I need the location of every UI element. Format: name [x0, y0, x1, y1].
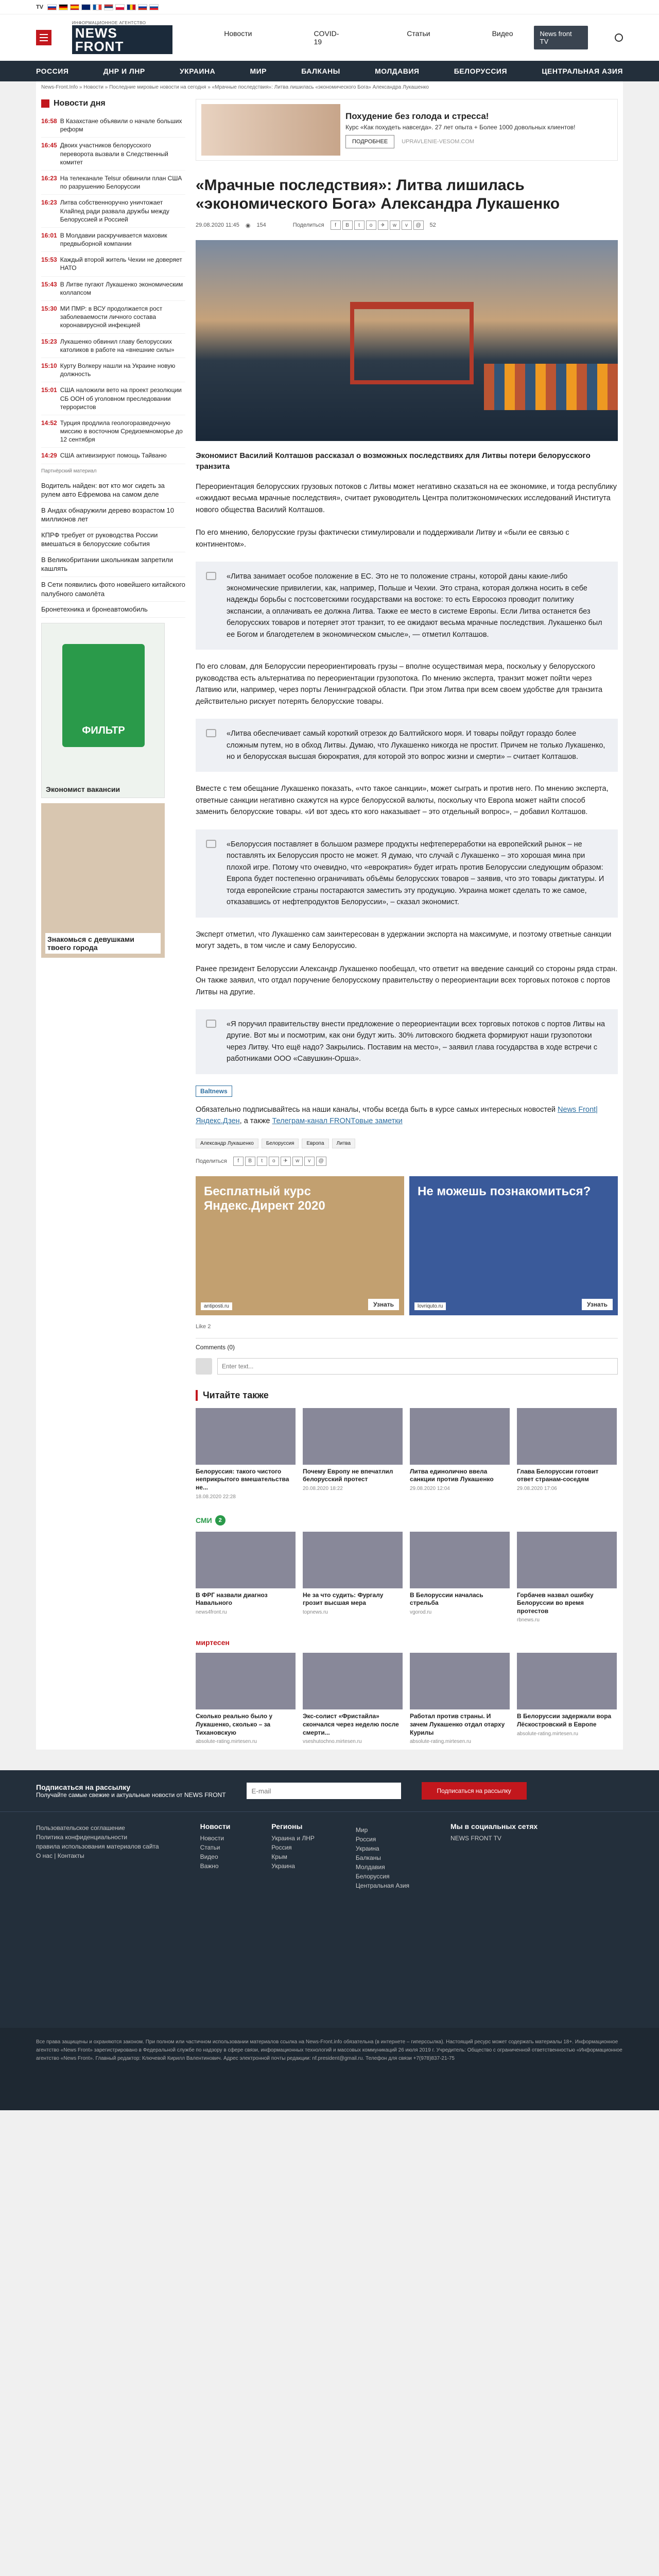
footer-column-title: Новости — [200, 1822, 231, 1831]
mirtesen-cards — [196, 1653, 618, 1744]
news-time: 15:23 — [41, 337, 57, 345]
news-headline[interactable]: МИ ПМР: в ВСУ продолжается рост заболеваемости личного состава коронавирусной инфекцией — [60, 305, 163, 329]
footer-link[interactable]: Центральная Азия — [355, 1882, 410, 1890]
article-paragraph: Эксперт отметил, что Лукашенко сам заинтересован в удержании экспорта на максимуме, и поэтому ответные санкции могут задеть, в том числе и саму Белоруссию. — [196, 930, 612, 951]
flag-fr-icon[interactable] — [93, 4, 102, 10]
news-time: 15:43 — [41, 280, 57, 288]
tag-item[interactable]: Александр Лукашенко — [196, 1139, 258, 1148]
article-paragraph: Переориентация белорусских грузовых потоков с Литвы может негативно сказаться на ее экономике, и тогда республику «ожидают весьма мрачные последствия», считает руководитель Центра политэкономических исследований Института нового общества Василий Колташов. — [196, 483, 617, 514]
news-item[interactable] — [41, 358, 185, 382]
share-label: Поделиться — [292, 222, 324, 228]
footer-column — [36, 1822, 159, 2018]
footer-links — [0, 1811, 659, 2028]
footer-link[interactable]: Пользовательское соглашение — [36, 1824, 125, 1832]
share-viber-icon[interactable]: v — [402, 221, 412, 230]
search-icon[interactable] — [615, 33, 623, 42]
card-meta: 29.08.2020 17:06 — [517, 1486, 557, 1492]
article-quote — [196, 1009, 618, 1074]
card-meta: vgorod.ru — [410, 1609, 432, 1615]
avatar — [196, 1358, 212, 1375]
sidebar-ad-label: Экономист вакансии — [46, 785, 120, 793]
top-ad-banner[interactable] — [196, 99, 618, 161]
list-item[interactable] — [196, 1653, 296, 1744]
footer-legal-text: Все права защищены и охраняются законом. При полном или частичном использовании материалов ссылка на News-Front.info обязательна (в интернете – гиперссылка). Настоящий ресурс может содержать материалы 18+. Информационное агентство «News Front» зарегистрировано в Федеральной службе по надзору в сфере связи, информационных технологий и массовых коммуникаций 26 июля 2019 г. Учредитель: Общество с ограниченной ответственностью «Информационное агентство «News Front». Главный редактор: Ключевой Кирилл Валентинович. Адрес электронной почты редакции: nf.president@gmail.ru. Телефон для связи +7(978)837-21-75 — [36, 2039, 622, 2062]
news-item[interactable] — [41, 415, 185, 448]
news-item[interactable] — [41, 171, 185, 195]
quote-icon — [206, 729, 216, 737]
footer-link[interactable]: NEWS FRONT TV — [450, 1835, 501, 1842]
source-tag[interactable]: Baltnews — [196, 1086, 232, 1097]
quote-icon — [206, 572, 216, 580]
footer-link[interactable]: Украина — [271, 1862, 295, 1870]
card-meta: rbnews.ru — [517, 1617, 540, 1623]
article-title: «Мрачные последствия»: Литва лишилась «экономического Бога» Александра Лукашенко — [196, 177, 560, 212]
card-image — [196, 1408, 296, 1465]
footer-link[interactable]: Украина — [355, 1845, 379, 1853]
flag-bg-icon[interactable] — [138, 4, 147, 10]
footer-link[interactable]: Россия — [355, 1836, 376, 1843]
news-list — [41, 113, 185, 464]
native-ad[interactable] — [409, 1176, 618, 1315]
share-wa-icon[interactable]: w — [390, 221, 400, 230]
news-time: 14:29 — [41, 452, 57, 460]
card-title: В Белоруссии задержали вора Лёскостровский в Европе — [517, 1713, 612, 1728]
news-headline[interactable]: Каждый второй житель Чехии не доверяет НАТО — [60, 256, 182, 272]
sidebar — [41, 99, 185, 1744]
article-tags — [196, 1139, 618, 1148]
mainnav-balkans[interactable]: БАЛКАНЫ — [301, 67, 340, 75]
news-item[interactable] — [41, 252, 185, 276]
main-nav — [0, 61, 659, 81]
native-ad-source: antiposti.ru — [201, 1302, 232, 1310]
tag-item[interactable]: Белоруссия — [262, 1139, 299, 1148]
subscribe-button[interactable]: Подписаться на рассылку — [422, 1782, 527, 1800]
quote-text: «Я поручил правительству внести предложение о переориентации всех торговых потоков с портов Литвы на другие. Вот мы и посмотрим, как они будут жить. 30% литовского бюджета формируют наши грузопотоки через Литву. Что ещё надо? Закрылись. Поставим на место», – заявил глава государства в ходе встречи с работниками ООО «Савушкин-Орша». — [227, 1020, 605, 1063]
news-item[interactable] — [41, 195, 185, 228]
subscribe-info — [36, 1783, 226, 1799]
partner-item[interactable]: Водитель найден: вот кто мог сидеть за рулем авто Ефремова на самом деле — [41, 478, 185, 503]
flag-uk-icon[interactable] — [81, 4, 91, 10]
native-ads — [196, 1176, 618, 1315]
site-logo[interactable] — [72, 21, 172, 54]
subscribe-paragraph — [196, 1104, 618, 1127]
card-meta: vseshutochno.mirtesen.ru — [303, 1739, 362, 1745]
news-icon — [41, 99, 49, 108]
footer-link[interactable]: правила использования материалов сайта — [36, 1843, 159, 1851]
list-item[interactable] — [410, 1408, 510, 1500]
card-title: Глава Белоруссии готовит ответ странам-соседям — [517, 1467, 599, 1483]
footer-link[interactable]: Белоруссия — [355, 1873, 390, 1880]
ad-text: Курс «Как похудеть навсегда». 27 лет опыта + Более 1000 довольных клиентов! — [345, 124, 576, 131]
native-ad-title: Не можешь познакомиться? — [418, 1184, 591, 1198]
card-image — [303, 1408, 403, 1465]
mainnav-world[interactable]: МИР — [250, 67, 267, 75]
card-title: Не за что судить: Фургалу грозит высшая мера — [303, 1591, 384, 1607]
footer-link[interactable]: Россия — [271, 1844, 292, 1852]
footer-link[interactable]: Молдавия — [355, 1863, 385, 1871]
top-bar — [0, 0, 659, 14]
ad-url: UPRAVLENIE-VESOM.COM — [402, 139, 475, 145]
news-item[interactable] — [41, 277, 185, 301]
news-time: 15:01 — [41, 386, 57, 394]
card-title: В ФРГ назвали диагноз Навального — [196, 1591, 268, 1607]
news-time: 16:58 — [41, 117, 57, 125]
flag-sk-icon[interactable] — [149, 4, 159, 10]
card-image — [410, 1408, 510, 1465]
share-tg-icon[interactable]: ✈ — [378, 221, 388, 230]
news-item[interactable] — [41, 301, 185, 334]
tag-item[interactable]: Литва — [332, 1139, 356, 1148]
news-item[interactable] — [41, 228, 185, 252]
footer-link[interactable]: Мир — [355, 1826, 368, 1834]
news-time: 15:30 — [41, 305, 57, 312]
language-flags — [47, 4, 159, 10]
read-also-title: Читайте также — [196, 1390, 618, 1401]
quote-text: «Литва обеспечивает самый короткий отрезок до Балтийского моря. И товары пойдут гораздо более сложным путем, но в обход Литвы. Думаю, что Лукашенко никогда не простит. Причем не только Лукашенко, но и белорусская высшая бюрократия, для которой это вопрос жизни и смерти» – считает Колташов. — [227, 730, 605, 761]
footer-link[interactable]: Новости — [200, 1835, 224, 1842]
dzen-link[interactable]: News Front|Яндекс.Дзен — [196, 1105, 598, 1126]
card-meta: absolute-rating.mirtesen.ru — [517, 1731, 578, 1737]
mirtesen-section — [196, 1638, 618, 1744]
card-title: Работал против страны. И зачем Лукашенко отдал отарху Курилы — [410, 1713, 505, 1736]
list-item[interactable] — [410, 1532, 510, 1623]
news-time: 15:53 — [41, 256, 57, 264]
footer-link[interactable]: Видео — [200, 1853, 218, 1861]
card-title: Горбачев назвал ошибку Белоруссии во время протестов — [517, 1591, 594, 1615]
telegram-link[interactable]: Телеграм-канал FRONTовые заметки — [272, 1117, 403, 1126]
header — [0, 14, 659, 61]
card-image — [517, 1532, 617, 1588]
article-quote — [196, 829, 618, 918]
card-title: Литва единолично ввела санкции против Лукашенко — [410, 1467, 494, 1483]
breadcrumb[interactable]: News-Front.Info » Новости » Последние мировые новости на сегодня » «Мрачные последствия»: Литва лишилась «экономического Бога» Александра Лукашенко — [36, 81, 623, 94]
news-headline[interactable]: Курту Волкеру нашли на Украине новую должность — [60, 362, 176, 378]
share-ok-icon[interactable]: o — [366, 221, 376, 230]
card-meta: 18.08.2020 22:28 — [196, 1494, 236, 1500]
card-meta: topnews.ru — [303, 1609, 328, 1615]
card-image — [410, 1653, 510, 1709]
card-image — [196, 1532, 296, 1588]
partner-item[interactable]: В Великобритании школьникам запретили кашлять — [41, 552, 185, 577]
share-mail-icon[interactable]: @ — [413, 221, 424, 230]
flag-pl-icon[interactable] — [115, 4, 125, 10]
footer-link[interactable]: Крым — [271, 1853, 287, 1861]
footer-link[interactable]: Статьи — [200, 1844, 220, 1852]
partner-label: Партнёрский материал — [41, 468, 97, 474]
news-item[interactable] — [41, 113, 185, 138]
share-count: 52 — [429, 222, 436, 228]
subscribe-bar — [0, 1770, 659, 1811]
card-meta: news4front.ru — [196, 1609, 227, 1615]
news-item[interactable] — [41, 448, 185, 464]
article-quote — [196, 719, 618, 772]
mainnav-belarus[interactable]: БЕЛОРУССИЯ — [454, 67, 508, 75]
list-item[interactable] — [303, 1653, 403, 1744]
share-tg-icon[interactable]: ✈ — [281, 1157, 291, 1166]
list-item[interactable] — [196, 1532, 296, 1623]
also-text: , а также — [239, 1117, 270, 1126]
footer-column — [450, 1822, 537, 2018]
list-item[interactable] — [410, 1653, 510, 1744]
comment-input[interactable] — [217, 1358, 618, 1375]
top-nav — [224, 29, 513, 46]
like-bar — [196, 1324, 618, 1330]
native-ad-button[interactable]: Узнать — [368, 1299, 399, 1310]
partner-item[interactable]: КПРФ требует от руководства России вмешаться в белорусские события — [41, 528, 185, 552]
card-meta: 20.08.2020 18:22 — [303, 1486, 343, 1492]
footer-link[interactable]: Украина и ЛНР — [271, 1835, 315, 1842]
footer-column — [356, 1822, 409, 2018]
card-title: В Белоруссии началась стрельба — [410, 1591, 483, 1607]
footer-link[interactable]: Важно — [200, 1862, 219, 1870]
menu-icon[interactable] — [36, 30, 51, 45]
list-item[interactable] — [303, 1532, 403, 1623]
list-item[interactable] — [196, 1408, 296, 1500]
eye-icon: ◉ — [245, 222, 251, 229]
article-paragraph: По его словам, для Белоруссии переориентировать грузы – вполне осуществимая мера, поскольку у белорусского руководства есть альтернатива по переориентации грузопотока. По мнению эксперта, транзит может пойти через Латвию или, например, через порты Ленинградской области. При этом Литва при всем своем удобстве для транзита действительно рискует потерять белорусские товары. — [196, 663, 603, 706]
share-ok-icon[interactable]: o — [269, 1157, 279, 1166]
footer-link[interactable]: О нас | Контакты — [36, 1852, 84, 1860]
mainnav-moldova[interactable]: МОЛДАВИЯ — [375, 67, 420, 75]
flag-es-icon[interactable] — [70, 4, 79, 10]
subscribe-text: Обязательно подписывайтесь на наши каналы, чтобы всегда быть в курсе самых интересных новостей — [196, 1105, 556, 1114]
footer-column-title: Мы в социальных сетях — [450, 1822, 538, 1831]
share-wa-icon[interactable]: w — [292, 1157, 303, 1166]
share-tw-icon[interactable]: t — [354, 221, 365, 230]
share-vk-icon[interactable]: B — [245, 1157, 255, 1166]
footer-link[interactable]: Балканы — [355, 1854, 381, 1862]
article-lead: Экономист Василий Колташов рассказал о возможных последствиях для Литвы потери белорусского транзита — [196, 451, 591, 471]
nav-articles[interactable]: Статьи — [407, 29, 430, 38]
smi-heading — [196, 1515, 618, 1526]
footer-column-title: Регионы — [271, 1822, 303, 1831]
comment-box — [196, 1358, 618, 1375]
share-buttons — [331, 221, 424, 230]
footer-link[interactable]: Политика конфиденциальности — [36, 1834, 128, 1841]
news-headline[interactable]: Двоих участников белорусского переворота вызвали в Следственный комитет — [60, 142, 168, 166]
share-vk-icon[interactable]: B — [342, 221, 353, 230]
news-headline[interactable]: В Молдавии раскручивается маховик предвыборной компании — [60, 231, 167, 248]
news-headline[interactable]: Лукашенко обвинил главу белорусских католиков в работе на «внешние силы» — [60, 337, 175, 353]
filter-logo: ФИЛЬТР — [62, 644, 145, 747]
news-headline[interactable]: В Казахстане объявили о начале больших реформ — [60, 117, 182, 133]
partner-item[interactable]: Бронетехника и бронеавтомобиль — [41, 602, 185, 618]
partner-item[interactable]: В Сети появились фото новейшего китайского палубного самолёта — [41, 577, 185, 602]
article-date: 29.08.2020 11:45 — [196, 222, 239, 228]
news-item[interactable] — [41, 138, 185, 171]
nav-covid[interactable]: COVID-19 — [314, 29, 339, 46]
card-title: Почему Европу не впечатлил белорусский протест — [303, 1467, 393, 1483]
crane-graphic — [350, 302, 474, 384]
card-meta: absolute-rating.mirtesen.ru — [410, 1739, 471, 1745]
news-time: 16:45 — [41, 142, 57, 149]
list-item[interactable] — [517, 1653, 617, 1744]
ad-image — [201, 104, 340, 156]
containers-graphic — [484, 364, 618, 410]
card-image — [303, 1653, 403, 1709]
card-title: Сколько реально было у Лукашенко, сколько – за Тихановскую — [196, 1713, 273, 1736]
mirtesen-title: миртесен — [196, 1638, 230, 1647]
news-of-day-heading — [41, 99, 185, 108]
share-mail-icon[interactable]: @ — [316, 1157, 326, 1166]
email-field[interactable] — [247, 1783, 401, 1799]
news-headline[interactable]: Турция продлила геологоразведочную миссию в восточном Средиземноморье до 12 сентября — [60, 419, 183, 444]
sidebar-ad-filter[interactable] — [41, 623, 165, 798]
native-ad-source: lovriquto.ru — [414, 1302, 446, 1310]
mainnav-dnr[interactable]: ДНР И ЛНР — [103, 67, 145, 75]
flag-ru-icon[interactable] — [47, 4, 57, 10]
news-of-day-title: Новости дня — [54, 99, 106, 108]
mirtesen-heading — [196, 1638, 618, 1647]
native-ad-title: Бесплатный курс Яндекс.Директ 2020 — [204, 1184, 325, 1213]
news-time: 16:23 — [41, 174, 57, 182]
bottom-share — [196, 1157, 618, 1166]
article-paragraph: По его мнению, белорусские грузы фактически стимулировали и поддерживали Литву и «были ее связью с континентом». — [196, 529, 569, 549]
share-tw-icon[interactable]: t — [257, 1157, 267, 1166]
sidebar-ad-dating[interactable] — [41, 803, 165, 958]
like-button[interactable]: Like 2 — [196, 1323, 211, 1330]
article-hero-image — [196, 240, 618, 441]
ad-title: Похудение без голода и стресса! — [345, 111, 489, 121]
quote-text: «Белоруссия поставляет в большом размере продукты нефтепереработки на европейский рынок – не поставлять их Белоруссия просто не может. Я думаю, что случай с Лукашенко – это хорошая мина при плохой игре. Потому что очевидно, что «еврократия» будет играть против Белоруссии следующим образом: Европа будет постепенно ограничивать объёмы белорусских товаров – заявив, что это товары диктатуры. И тогда европейские страны постараются заместить эту продукцию. Украина может сделать то же самое, отказавшись от нефтепродуктов Белоруссии», – сказал экономист. — [227, 840, 604, 907]
news-time: 16:23 — [41, 199, 57, 207]
news-time: 16:01 — [41, 231, 57, 239]
partner-item[interactable]: В Андах обнаружили дерево возрастом 10 миллионов лет — [41, 503, 185, 528]
news-headline[interactable]: На телеканале Telsur обвинили план США по разрушению Белоруссии — [60, 174, 182, 191]
smi-cards — [196, 1532, 618, 1623]
sidebar-ad2-label: Знакомься с девушками твоего города — [45, 933, 161, 954]
card-title: Экс-солист «Фристайла» скончался через неделю после смерти... — [303, 1713, 399, 1736]
read-also-section — [196, 1390, 618, 1500]
news-headline[interactable]: В Литве пугают Лукашенко экономическим коллапсом — [60, 280, 183, 296]
card-image — [410, 1532, 510, 1588]
news-time: 14:52 — [41, 419, 57, 427]
nav-video[interactable]: Видео — [492, 29, 513, 38]
share-fb-icon[interactable]: f — [233, 1157, 244, 1166]
ad-more-button[interactable]: ПОДРОБНЕЕ — [345, 135, 394, 148]
card-image — [517, 1408, 617, 1465]
card-meta: absolute-rating.mirtesen.ru — [196, 1739, 257, 1745]
content-wrap — [36, 94, 623, 1750]
read-also-cards — [196, 1408, 618, 1500]
mainnav-central-asia[interactable]: ЦЕНТРАЛЬНАЯ АЗИЯ — [542, 67, 623, 75]
nav-news[interactable]: Новости — [224, 29, 252, 38]
smi-title: СМИ — [196, 1516, 212, 1524]
subscribe-title: Подписаться на рассылку — [36, 1783, 131, 1792]
quote-text: «Литва занимает особое положение в ЕС. Это не то положение страны, которой даны какие-либо экономические привилегии, как, например, Польше и Чехии. Это страна, которая должна носить в себе надежды борьбы с постсоветскими государствами на востоке: то есть Евросоюз проводит политику экспансии, а оплачивать ее должна Литва. Также ее место в системе Европы. Если Литва останется без белорусских товаров и потеряет этот транзит, то ее ожидают весьма мрачные последствия. Лукашенко был ее Богом и благодетелем в экономическом смысле», — отметил Колташов. — [227, 572, 602, 639]
tag-item[interactable]: Европа — [302, 1139, 328, 1148]
footer-column — [200, 1822, 231, 2018]
card-image — [303, 1532, 403, 1588]
news-headline[interactable]: Литва собственноручно уничтожает Клайпед ради развала дружбы между Белоруссией и Россией — [60, 199, 169, 223]
article-paragraph: Ранее президент Белоруссии Александр Лукашенко пообещал, что ответит на введение санкций со стороны ряда стран. Он также заявил, что отдал поручение белорусскому правительству о переориентации всех торговых потоков с портов Литвы на другие. — [196, 964, 618, 996]
article-paragraph: Вместе с тем обещание Лукашенко показать, «что такое санкции», может сыграть и против него. По мнению эксперта, ответные санкции негативно скажутся на курсе белорусской валюты, поскольку что Европа может найти способ заменить белорусские товары. «И вот здесь кто кого наказывает – это отдельный вопрос», – добавил Колташов. — [196, 785, 609, 817]
list-item[interactable] — [517, 1532, 617, 1623]
smi-badge: 2 — [215, 1515, 226, 1526]
comments-tab[interactable]: Comments (0) — [196, 1343, 235, 1351]
smi-section — [196, 1515, 618, 1623]
news-item[interactable] — [41, 382, 185, 415]
news-headline[interactable]: США наложили вето на проект резолюции СБ ООН об уголовном преследовании террористов — [60, 386, 182, 411]
article-views: 154 — [256, 222, 266, 228]
article-meta — [196, 221, 618, 230]
tv-label[interactable]: TV — [36, 4, 44, 10]
footer-column — [271, 1822, 315, 2018]
logo-tagline: ИНФОРМАЦИОННОЕ АГЕНТСТВО — [72, 21, 146, 25]
card-image — [196, 1653, 296, 1709]
footer-legal — [0, 2028, 659, 2110]
card-meta: 29.08.2020 12:04 — [410, 1486, 450, 1492]
share-viber-icon[interactable]: v — [304, 1157, 315, 1166]
flag-rs-icon[interactable] — [104, 4, 113, 10]
article-quote — [196, 562, 618, 650]
list-item[interactable] — [303, 1408, 403, 1500]
logo-text: NEWS FRONT — [72, 25, 172, 54]
news-time: 15:10 — [41, 362, 57, 369]
subscribe-desc: Получайте самые свежие и актуальные новости от NEWS FRONT — [36, 1791, 226, 1799]
flag-ro-icon[interactable] — [127, 4, 136, 10]
quote-icon — [206, 840, 216, 848]
share-fb-icon[interactable]: f — [331, 221, 341, 230]
mainnav-russia[interactable]: РОССИЯ — [36, 67, 69, 75]
native-ad[interactable] — [196, 1176, 404, 1315]
card-image — [517, 1653, 617, 1709]
news-front-tv-button[interactable]: News front TV — [534, 26, 588, 49]
article-main — [196, 99, 618, 1744]
mainnav-ukraine[interactable]: УКРАИНА — [179, 67, 216, 75]
native-ad-button[interactable]: Узнать — [582, 1299, 613, 1310]
card-title: Белоруссия: такого чистого неприкрытого вмешательства не... — [196, 1467, 289, 1491]
share-buttons — [233, 1157, 326, 1166]
share-label: Поделиться — [196, 1158, 227, 1164]
partner-list — [41, 478, 185, 618]
news-item[interactable] — [41, 334, 185, 358]
flag-de-icon[interactable] — [59, 4, 68, 10]
comments-section — [196, 1338, 618, 1375]
news-headline[interactable]: США активизируют помощь Тайваню — [60, 452, 167, 460]
list-item[interactable] — [517, 1408, 617, 1500]
quote-icon — [206, 1020, 216, 1028]
